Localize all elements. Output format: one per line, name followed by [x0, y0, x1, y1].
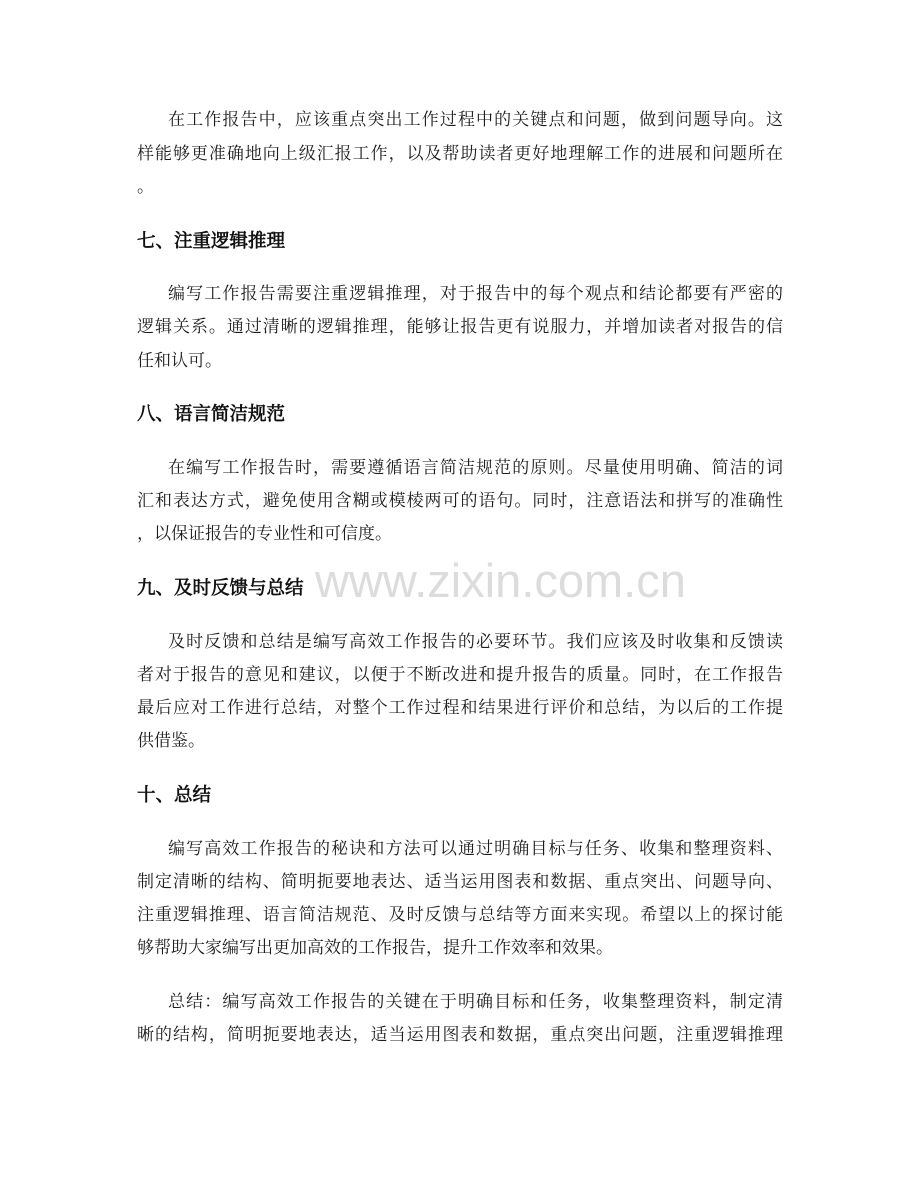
paragraph-line: 编写工作报告需要注重逻辑推理，对于报告中的每个观点和结论都要有严密的 — [168, 284, 783, 305]
paragraph-line: 及时反馈和总结是编写高效工作报告的必要环节。我们应该及时收集和反馈读 — [168, 631, 783, 652]
paragraph-section-7 — [137, 278, 783, 378]
paragraph-section-10 — [137, 833, 783, 966]
paragraph-section-9 — [137, 626, 783, 759]
paragraph-section-8 — [137, 452, 783, 552]
paragraph-line: 供借鉴。 — [137, 731, 205, 752]
paragraph-line: ，以保证报告的专业性和可信度。 — [137, 524, 392, 545]
paragraph-summary — [137, 986, 783, 1053]
section-heading: 九、及时反馈与总结 — [137, 577, 304, 599]
section-heading-8 — [137, 398, 783, 431]
section-heading-10 — [137, 779, 783, 812]
paragraph-line: 样能够更准确地向上级汇报工作，以及帮助读者更好地理解工作的进展和问题所在 — [137, 143, 783, 164]
section-heading-7 — [137, 225, 783, 258]
paragraph-line: 编写高效工作报告的秘诀和方法可以通过明确目标与任务、收集和整理资料、 — [168, 838, 783, 859]
paragraph-line: 制定清晰的结构、简明扼要地表达、适当运用图表和数据、重点突出、问题导向、 — [137, 871, 783, 892]
paragraph-line: 晰的结构，简明扼要地表达，适当运用图表和数据，重点突出问题，注重逻辑推理 — [137, 1025, 783, 1046]
paragraph-line: 够帮助大家编写出更加高效的工作报告，提升工作效率和效果。 — [137, 938, 613, 959]
document-body — [137, 104, 783, 1052]
paragraph-line: 。 — [137, 176, 154, 197]
paragraph-line: 者对于报告的意见和建议，以便于不断改进和提升报告的质量。同时，在工作报告 — [137, 664, 783, 685]
paragraph-intro — [137, 104, 783, 204]
paragraph-line: 汇和表达方式，避免使用含糊或模棱两可的语句。同时，注意语法和拼写的准确性 — [137, 491, 783, 512]
paragraph-line: 在编写工作报告时，需要遵循语言简洁规范的原则。尽量使用明确、简洁的词 — [168, 457, 783, 478]
section-heading: 十、总结 — [137, 784, 212, 806]
section-heading: 八、语言简洁规范 — [137, 404, 286, 426]
section-heading-9 — [137, 572, 783, 605]
paragraph-line: 总结：编写高效工作报告的关键在于明确目标和任务，收集整理资料，制定清 — [168, 991, 783, 1012]
watermark: www.zixin.com.cn — [315, 554, 686, 607]
paragraph-line: 最后应对工作进行总结，对整个工作过程和结果进行评价和总结，为以后的工作提 — [137, 698, 783, 719]
paragraph-line: 注重逻辑推理、语言简洁规范、及时反馈与总结等方面来实现。希望以上的探讨能 — [137, 905, 783, 926]
paragraph-line: 逻辑关系。通过清晰的逻辑推理，能够让报告更有说服力，并增加读者对报告的信 — [137, 317, 783, 338]
section-heading: 七、注重逻辑推理 — [137, 230, 286, 252]
paragraph-line: 在工作报告中，应该重点突出工作过程中的关键点和问题，做到问题导向。这 — [168, 110, 783, 131]
paragraph-line: 任和认可。 — [137, 350, 222, 371]
